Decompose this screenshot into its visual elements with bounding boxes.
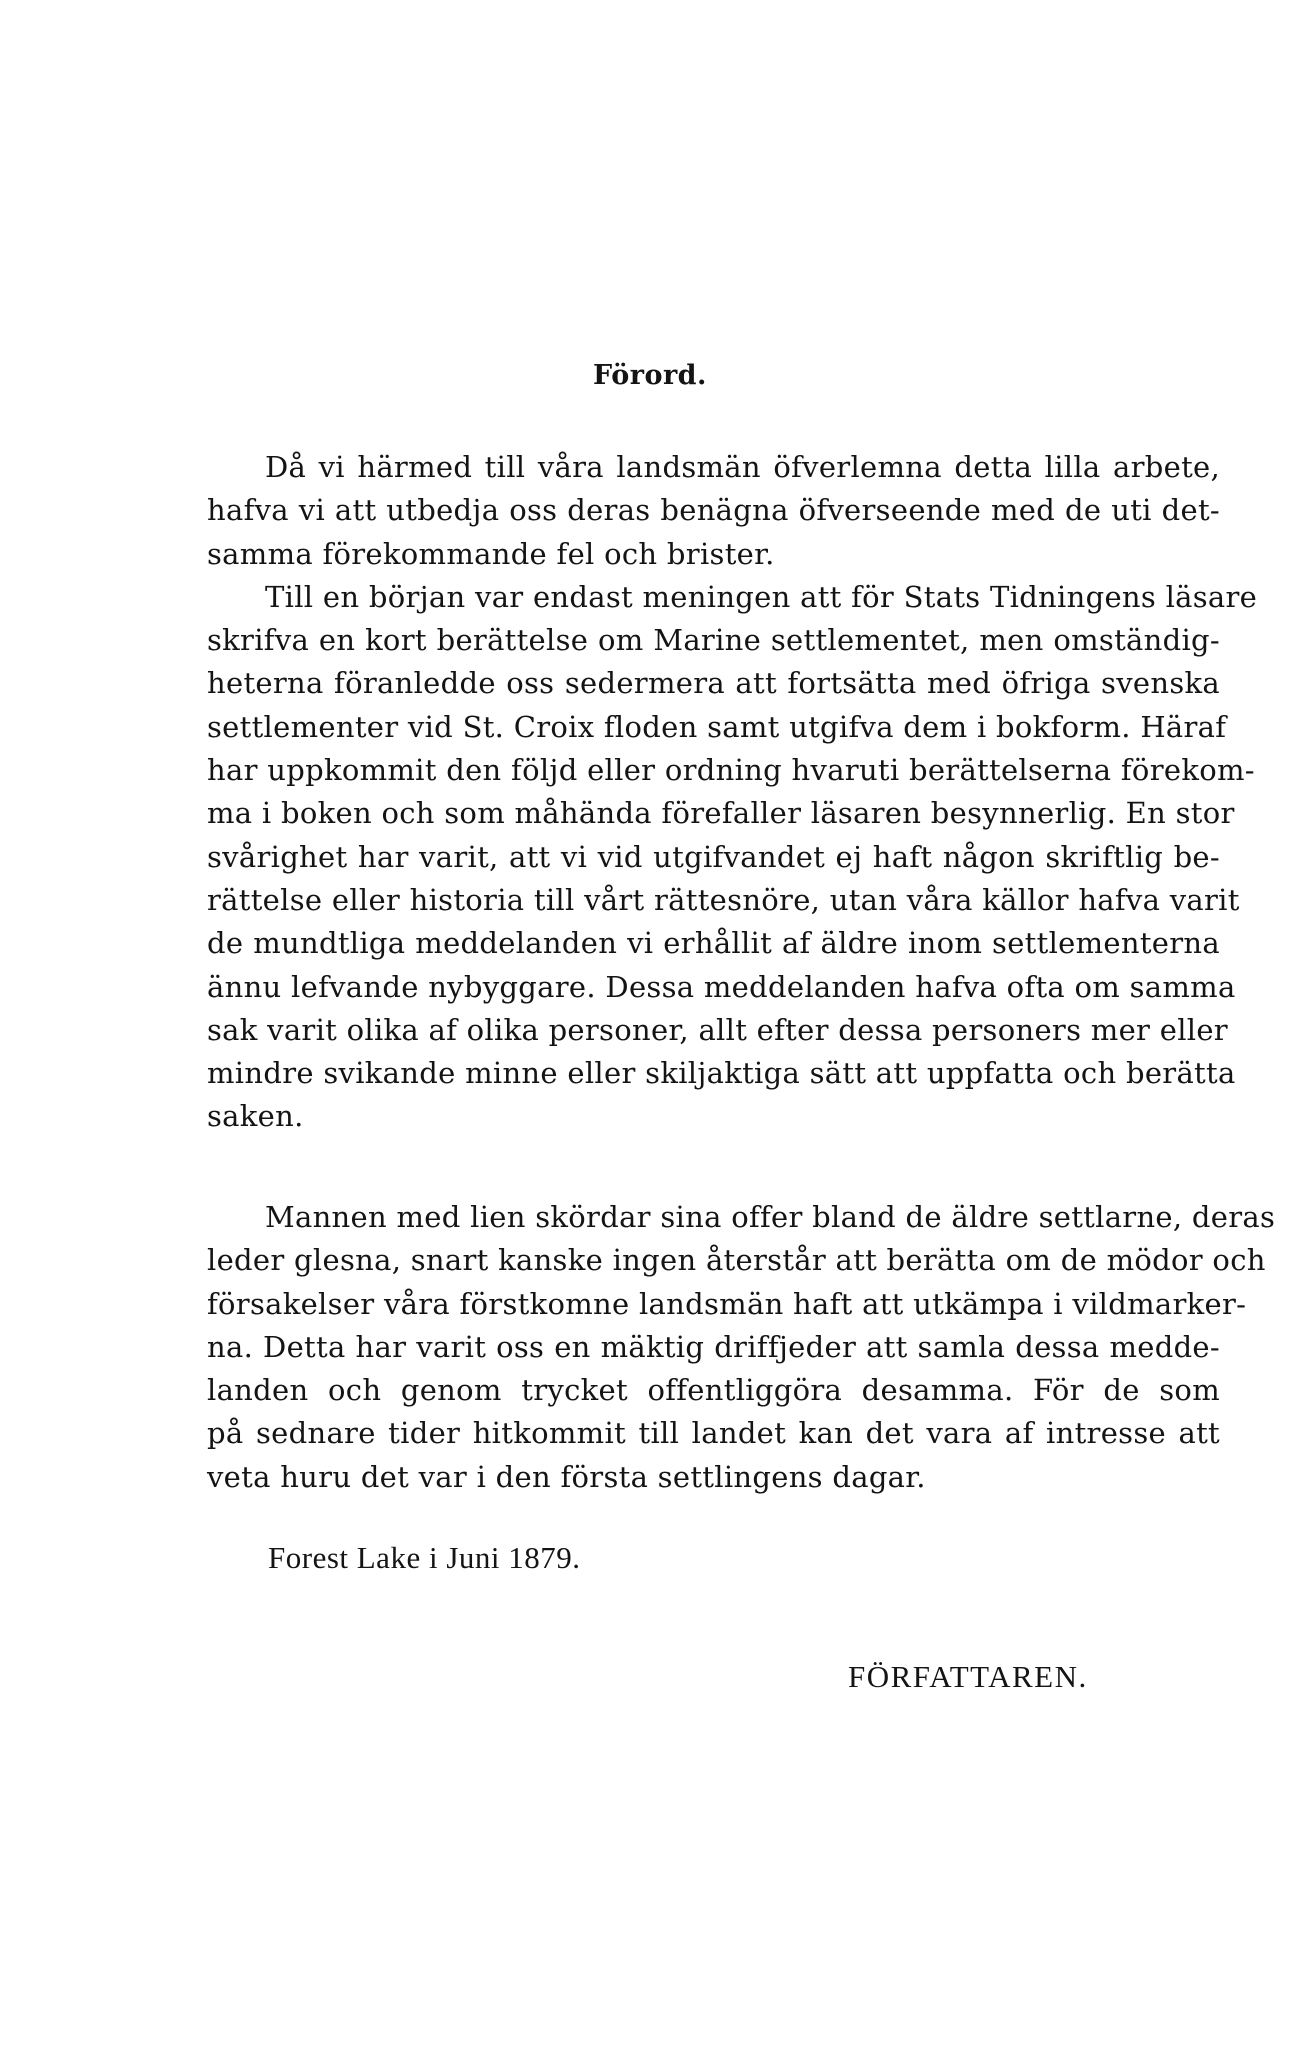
- text-line: ma i boken och som måhända förefaller läsaren besynnerlig. En stor: [207, 796, 1235, 831]
- text-line: försakelser våra förstkomne landsmän haft att utkämpa i vildmarker-: [207, 1286, 1247, 1321]
- text-line: rättelse eller historia till vårt rättesnöre, utan våra källor hafva varit: [207, 882, 1240, 917]
- text-line: na. Detta har varit oss en mäktig driffjeder att samla dessa medde-: [207, 1329, 1220, 1364]
- text-line: landen och genom trycket offentliggöra desamma. För de som: [207, 1373, 1220, 1408]
- text-line: samma förekommande fel och brister.: [207, 536, 775, 571]
- text-line: leder glesna, snart kanske ingen återstår att berätta om de mödor och: [207, 1243, 1266, 1278]
- signature: FÖRFATTAREN.: [848, 1659, 1088, 1694]
- preface-body: [207, 446, 1258, 1139]
- paragraph-1: [207, 446, 1220, 576]
- text-line: på sednare tider hitkommit till landet kan det vara af intresse att: [207, 1416, 1220, 1451]
- text-line: heterna föranledde oss sedermera att fortsätta med öfriga svenska: [207, 666, 1220, 701]
- text-line: saken.: [207, 1099, 304, 1134]
- text-line: svårighet har varit, att vi vid utgifvandet ej haft någon skriftlig be-: [207, 839, 1220, 874]
- text-line: settlementer vid St. Croix floden samt utgifva dem i bokform. Häraf: [207, 709, 1227, 744]
- text-line: Mannen med lien skördar sina offer bland de äldre settlarne, deras: [265, 1200, 1276, 1234]
- paragraph-3: [207, 1196, 1276, 1499]
- text-line: veta huru det var i den första settlingens dagar.: [207, 1459, 926, 1494]
- page-heading: Förord.: [593, 360, 707, 391]
- text-line: de mundtliga meddelanden vi erhållit af äldre inom settlementerna: [207, 926, 1220, 961]
- text-line: har uppkommit den följd eller ordning hvaruti berättelserna förekom-: [207, 753, 1255, 788]
- text-line: skrifva en kort berättelse om Marine settlementet, men omständig-: [207, 623, 1220, 658]
- text-line: Då vi härmed till våra landsmän öfverlemna detta lilla arbete,: [265, 450, 1220, 484]
- text-line: sak varit olika af olika personer, allt efter dessa personers mer eller: [207, 1012, 1228, 1047]
- place-date: Forest Lake i Juni 1879.: [268, 1540, 581, 1575]
- paragraph-2: [207, 576, 1258, 1139]
- text-line: mindre svikande minne eller skiljaktiga sätt att uppfatta och berätta: [207, 1056, 1236, 1091]
- preface-body-2: [207, 1196, 1276, 1499]
- text-line: ännu lefvande nybyggare. Dessa meddelanden hafva ofta om samma: [207, 969, 1236, 1004]
- text-line: Till en början var endast meningen att för Stats Tidningens läsare: [265, 579, 1258, 614]
- text-line: hafva vi att utbedja oss deras benägna öfverseende med de uti det-: [207, 493, 1220, 528]
